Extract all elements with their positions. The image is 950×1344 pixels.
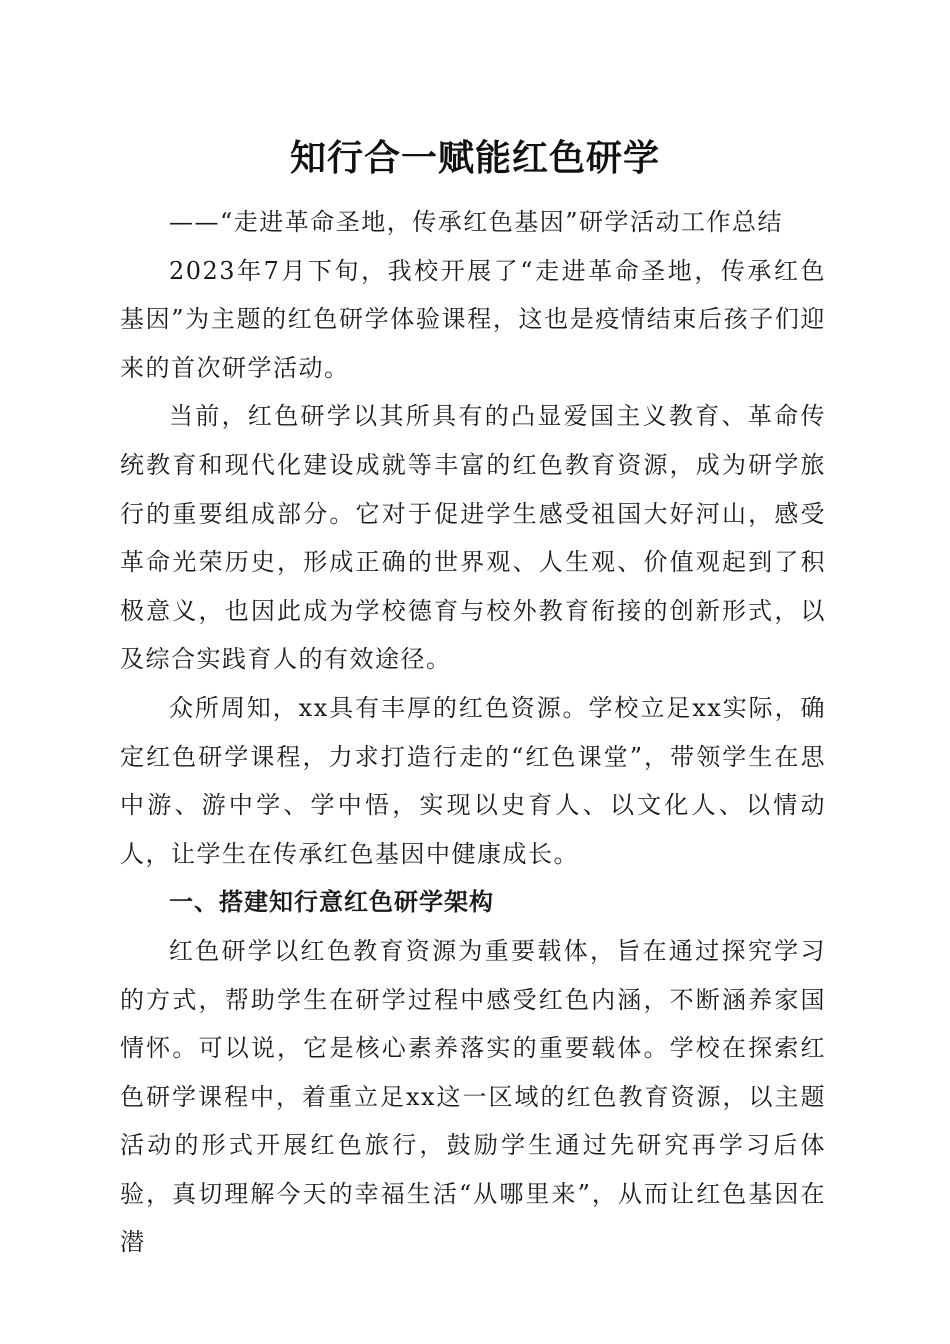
document-body bbox=[120, 198, 826, 1267]
paragraph-background: 当前，红色研学以其所具有的凸显爱国主义教育、革命传统教育和现代化建设成就等丰富的红色教育资源，成为研学旅行的重要组成部分。它对于促进学生感受祖国大好河山，感受革命光荣历史，形成正确的世界观、人生观、价值观起到了积极意义，也因此成为学校德育与校外教育衔接的创新形式，以及综合实践育人的有效途径。 bbox=[120, 402, 826, 674]
document-title: 知行合一赋能红色研学 bbox=[289, 137, 660, 179]
section-paragraph: 红色研学以红色教育资源为重要载体，旨在通过探究学习的方式，帮助学生在研学过程中感受红色内涵，不断涵养家国情怀。可以说，它是核心素养落实的重要载体。学校在探索红色研学课程中，着重立足xx这一区域的红色教育资源，以主题活动的形式开展红色旅行，鼓励学生通过先研究再学习后体验，真切理解今天的幸福生活“从哪里来”，从而让红色基因在潜 bbox=[120, 936, 826, 1257]
document-subtitle: ——“走进革命圣地，传承红色基因”研学活动工作总结 bbox=[169, 208, 784, 236]
paragraph-intro: 2023年7月下旬，我校开展了“走进革命圣地，传承红色基因”为主题的红色研学体验课程，这也是疫情结束后孩子们迎来的首次研学活动。 bbox=[120, 256, 826, 382]
section-heading: 一、搭建知行意红色研学架构 bbox=[169, 888, 494, 917]
paragraph-resources: 众所周知，xx具有丰厚的红色资源。学校立足xx实际，确定红色研学课程，力求打造行走的“红色课堂”，带领学生在思中游、游中学、学中悟，实现以史育人、以文化人、以情动人，让学生在传承红色基因中健康成长。 bbox=[120, 693, 826, 868]
